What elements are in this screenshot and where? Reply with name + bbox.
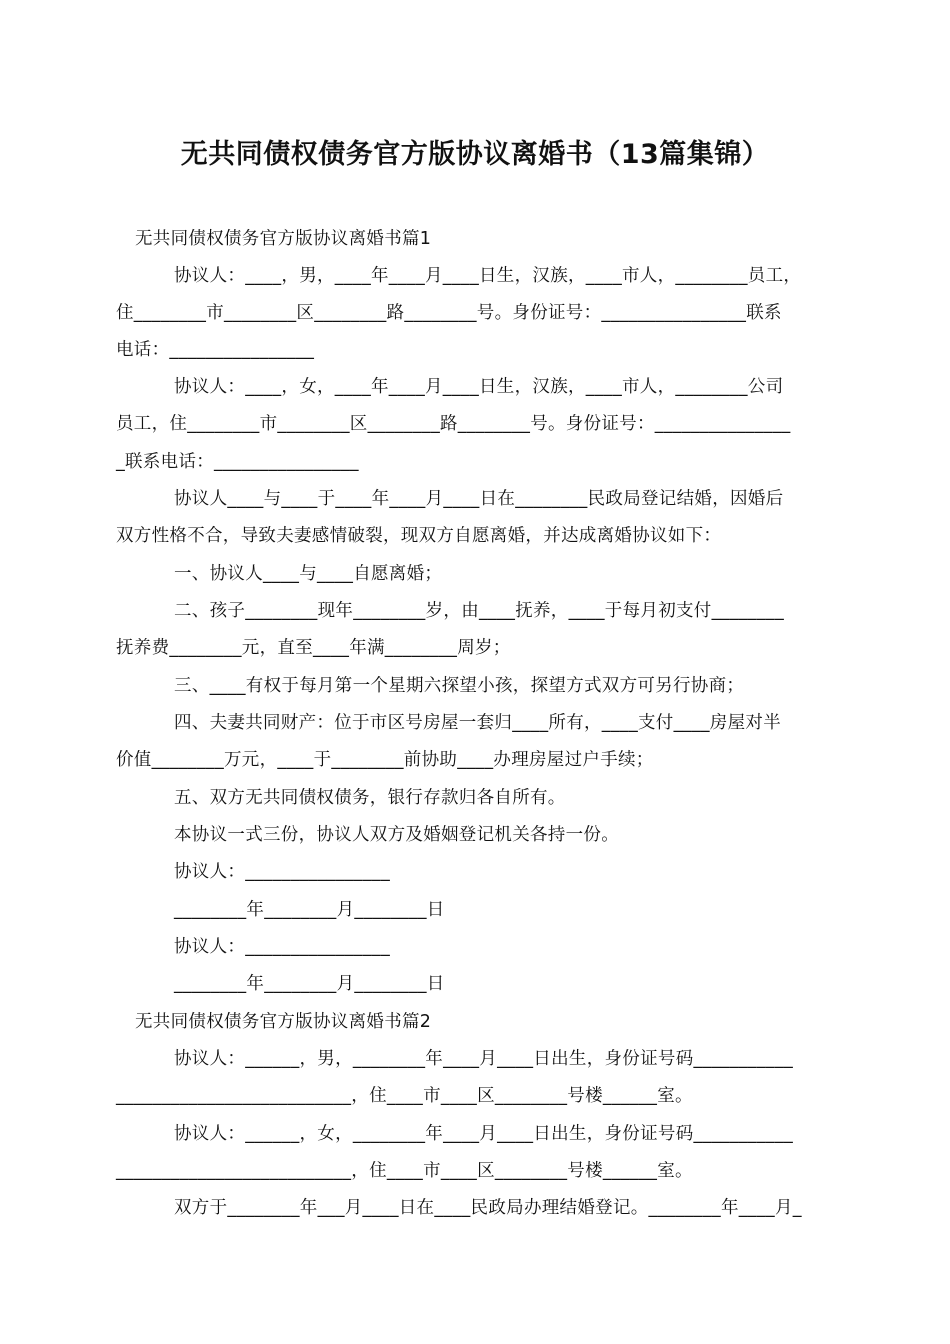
paragraph-line: 双方性格不合，导致夫妻感情破裂，现双方自愿离婚，并达成离婚协议如下： [116, 526, 722, 546]
document-title: 无共同债权债务官方版协议离婚书（13篇集锦） [180, 139, 770, 170]
date-line: ________年________月________日 [174, 974, 445, 994]
paragraph-line: 协议人：____，女，____年____月____日生，汉族，____市人，________公司 [174, 377, 784, 397]
paragraph-line: 协议人：____，男，____年____月____日生，汉族，____市人，________员工， [174, 266, 802, 286]
paragraph-line: __________________________，住____市____区________号楼______室。 [116, 1161, 693, 1181]
paragraph-line: 协议人：______，女，________年____月____日出生，身份证号码___________ [174, 1124, 794, 1144]
clause-line: 三、____有权于每月第一个星期六探望小孩，探望方式双方可另行协商； [174, 676, 745, 696]
date-line: ________年________月________日 [174, 900, 445, 920]
clause-line: 一、协议人____与____自愿离婚； [174, 564, 443, 584]
signature-line: 协议人：________________ [174, 937, 390, 957]
paragraph-line: 协议人____与____于____年____月____日在________民政局登记结婚，因婚后 [174, 489, 784, 509]
clause-line: 价值________万元，____于________前协助____办理房屋过户手续； [116, 750, 654, 770]
paragraph-line: _联系电话：________________ [116, 452, 359, 472]
signature-line: 协议人：________________ [174, 862, 390, 882]
paragraph-line: 住________市________区________路________号。身份证号：________________联系 [116, 303, 782, 323]
paragraph-line: 本协议一式三份，协议人双方及婚姻登记机关各持一份。 [174, 825, 619, 845]
paragraph-line: 协议人：______，男，________年____月____日出生，身份证号码___________ [174, 1049, 794, 1069]
clause-line: 二、孩子________现年________岁，由____抚养，____于每月初支付________ [174, 601, 784, 621]
section-2-heading: 无共同债权债务官方版协议离婚书篇2 [135, 1012, 432, 1032]
paragraph-line: __________________________，住____市____区________号楼______室。 [116, 1086, 693, 1106]
clause-line: 五、双方无共同债权债务，银行存款归各自所有。 [174, 788, 566, 808]
section-1-heading: 无共同债权债务官方版协议离婚书篇1 [135, 229, 432, 249]
clause-line: 四、夫妻共同财产：位于市区号房屋一套归____所有，____支付____房屋对半 [174, 713, 781, 733]
clause-line: 抚养费________元，直至____年满________周岁； [116, 638, 511, 658]
paragraph-line: 电话：________________ [116, 340, 315, 360]
paragraph-line: 员工，住________市________区________路________号。身份证号：_______________ [116, 414, 791, 434]
paragraph-line: 双方于________年___月____日在____民政局办理结婚登记。________年____月_ [174, 1198, 802, 1218]
